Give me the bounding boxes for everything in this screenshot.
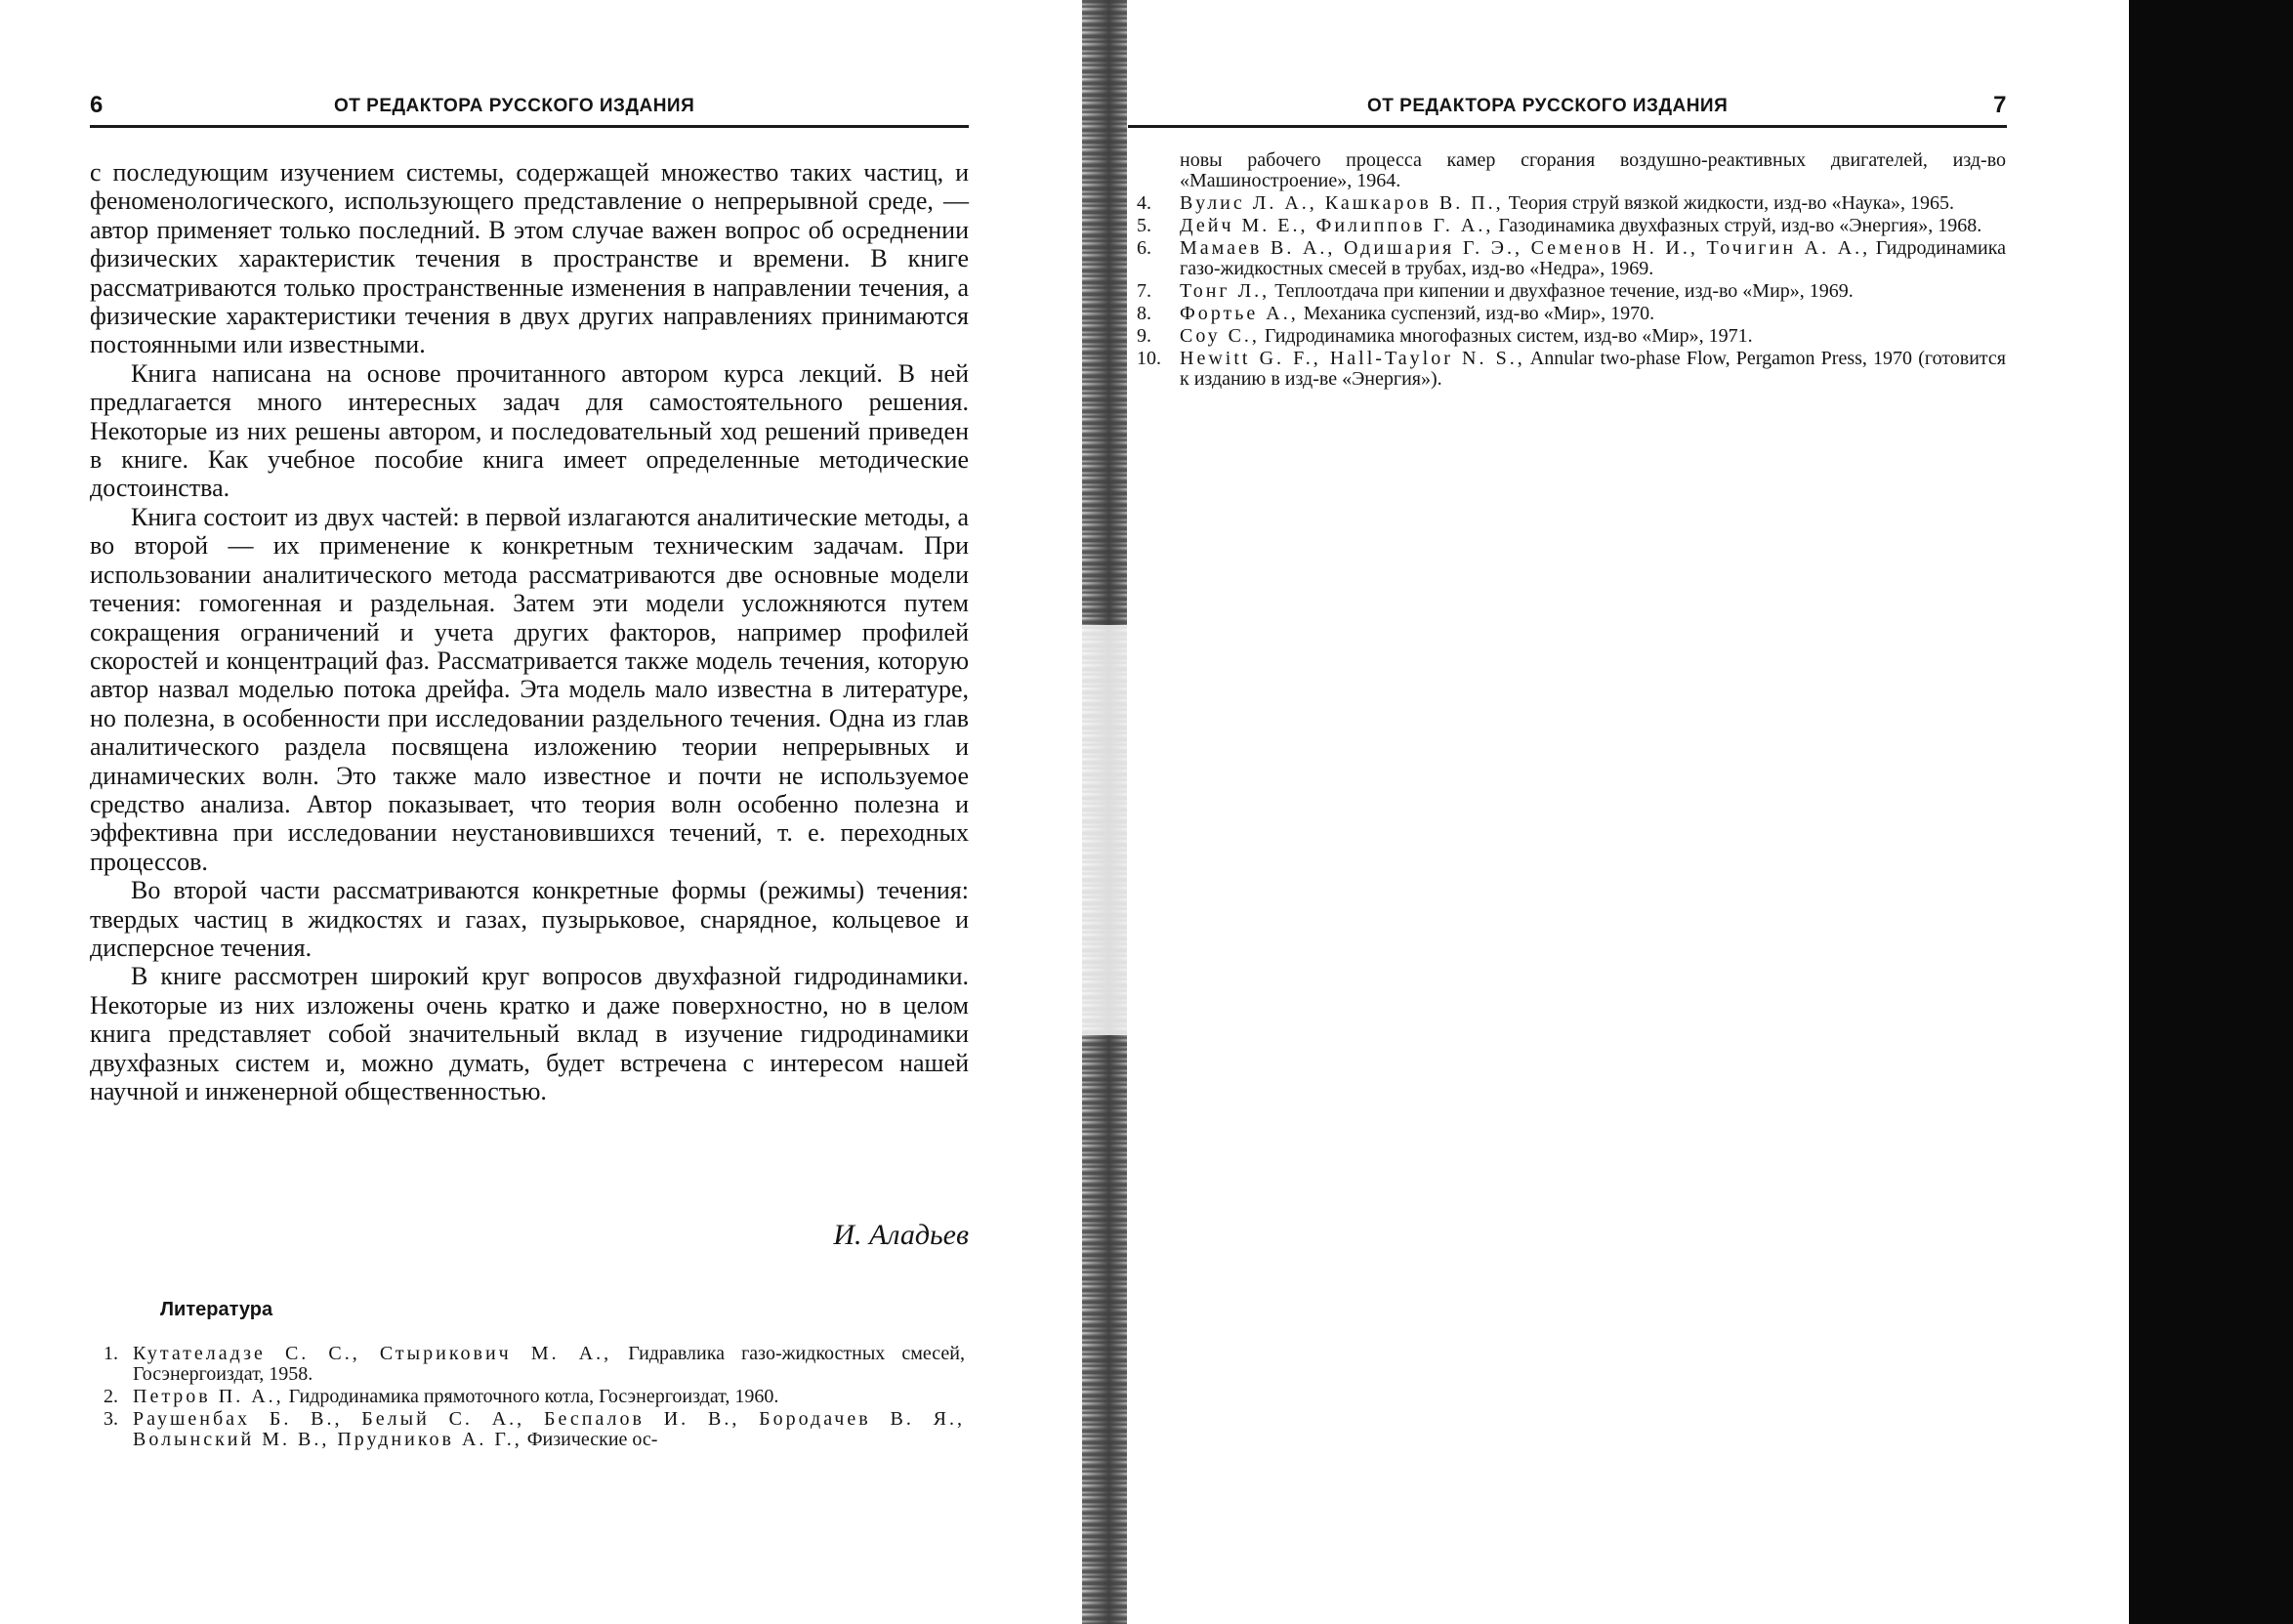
gutter-light-area	[1074, 625, 1143, 1035]
reference-title: Механика суспензий, изд-во «Мир», 1970.	[1298, 303, 1655, 324]
reference-authors: Петров П. А.,	[133, 1386, 284, 1407]
references-heading: Литература	[160, 1299, 273, 1320]
reference-authors: Соу С.,	[1180, 325, 1260, 347]
right-page-number: 7	[1993, 92, 2007, 118]
reference-number: 4.	[1137, 192, 1151, 214]
scan-black-edge	[2129, 0, 2293, 1624]
right-running-head	[1128, 92, 2007, 128]
reference-number: 2.	[104, 1386, 118, 1407]
reference-item	[104, 1387, 965, 1407]
editor-preface-text	[90, 158, 969, 1105]
reference-number: 3.	[104, 1408, 118, 1430]
reference-title: Annular two-phase Flow, Pergamon Press, 1970 (готовится к изданию в изд-ве «Энергия»).	[1180, 348, 2006, 390]
left-running-head	[90, 92, 969, 128]
right-running-title: ОТ РЕДАКТОРА РУССКОГО ИЗДАНИЯ	[1367, 96, 1729, 116]
reference-number: 6.	[1137, 237, 1151, 259]
references-list-left	[104, 1344, 965, 1452]
reference-title: Теплоотдача при кипении и двухфазное течение, изд-во «Мир», 1969.	[1270, 280, 1854, 302]
reference-number: 5.	[1137, 215, 1151, 236]
reference-authors: Тонг Л.,	[1180, 280, 1271, 302]
reference-number: 7.	[1137, 280, 1151, 302]
reference-item	[1137, 349, 2006, 390]
reference-authors: Hewitt G. F., Hall-Taylor N. S.,	[1180, 348, 1525, 369]
paragraph: Книга написана на основе прочитанного автором курса лекций. В ней предлагается много интересных задач для самостоятельного решения. Некоторые из них решены автором, и последовательный ход решений приведен в книге. Как учебное пособие книга имеет определенные методические достоинства.	[90, 358, 969, 503]
paragraph: Книга состоит из двух частей: в первой излагаются аналитические методы, а во второй — их применение к конкретным техническим задачам. При использовании аналитического метода рассматриваются две основные модели течения: гомогенная и раздельная. Затем эти модели усложняются путем сокращения ограничений и учета других факторов, например профилей скоростей и концентраций фаз. Рассматривается также модель течения, которую автор назвал моделью потока дрейфа. Эта модель мало известна в литературе, но полезна, в особенности при исследовании раздельного течения. Одна из глав аналитического раздела посвящена изложению теории непрерывных и динамических волн. Это также мало известное и почти не используемое средство анализа. Автор показывает, что теория волн особенно полезна и эффективна при исследовании неустановившихся течений, т. е. переходных процессов.	[90, 502, 969, 876]
reference-item	[1137, 238, 2006, 279]
reference-authors: Мамаев В. А., Одишария Г. Э., Семенов Н. И., Точигин А. А.,	[1180, 237, 1871, 259]
reference-item	[104, 1344, 965, 1385]
reference-item	[1137, 216, 2006, 236]
reference-item	[1137, 304, 2006, 324]
reference-title: Газодинамика двухфазных струй, изд-во «Энергия», 1968.	[1493, 215, 1982, 236]
left-page-number: 6	[90, 92, 104, 118]
editor-signature: И. Аладьев	[833, 1219, 969, 1251]
reference-authors: Фортье А.,	[1180, 303, 1299, 324]
reference-item	[1137, 326, 2006, 347]
reference-title: Гидродинамика многофазных систем, изд-во «Мир», 1971.	[1259, 325, 1753, 347]
paragraph: В книге рассмотрен широкий круг вопросов двухфазной гидродинамики. Некоторые из них изложены очень кратко и даже поверхностно, но в целом книга представляет собой значительный вклад в изучение гидродинамики двухфазных систем и, можно думать, будет встречена с интересом нашей научной и инженерной общественностью.	[90, 962, 969, 1105]
paragraph: с последующим изучением системы, содержащей множество таких частиц, и феноменологического, использующего представление о непрерывной среде, — автор применяет только последний. В этом случае важен вопрос об осреднении физических характеристик течения в пространстве и времени. В книге рассматриваются только пространственные изменения в направлении течения, а физические характеристики течения в двух других направлениях принимаются постоянными или известными.	[90, 158, 969, 359]
reference-authors: Дейч М. Е., Филиппов Г. А.,	[1180, 215, 1494, 236]
reference-number: 8.	[1137, 303, 1151, 324]
reference-item	[1137, 193, 2006, 214]
reference-number: 9.	[1137, 325, 1151, 347]
reference-number: 10.	[1137, 348, 1161, 369]
reference-item	[1137, 281, 2006, 302]
reference-title: Физические ос-	[521, 1429, 658, 1450]
reference-item	[104, 1409, 965, 1450]
reference-authors: Раушенбах Б. В., Белый С. А., Беспалов И. В., Бородачев В. Я., Волынский М. В., Прудников А. Г.,	[133, 1408, 965, 1450]
reference-authors: Кутателадзе С. С., Стырикович М. А.,	[133, 1343, 612, 1364]
reference-title: Гидравлика газо-жидкостных смесей, Госэнергоиздат, 1958.	[133, 1343, 965, 1385]
left-running-title: ОТ РЕДАКТОРА РУССКОГО ИЗДАНИЯ	[334, 96, 695, 116]
reference-number: 1.	[104, 1343, 118, 1364]
reference-authors: Вулис Л. А., Кашкаров В. П.,	[1180, 192, 1504, 214]
reference-title: Гидродинамика газо-жидкостных смесей в трубах, изд-во «Недра», 1969.	[1180, 237, 2007, 279]
reference-continuation: новы рабочего процесса камер сгорания воздушно-реактивных двигателей, изд-во «Машиностроение», 1964.	[1180, 149, 2006, 191]
reference-title: Теория струй вязкой жидкости, изд-во «Наука», 1965.	[1503, 192, 1955, 214]
references-list-right	[1137, 150, 2006, 392]
paragraph: Во второй части рассматриваются конкретные формы (режимы) течения: твердых частиц в жидкостях и газах, пузырьковое, снарядное, кольцевое и дисперсное течения.	[90, 876, 969, 962]
reference-title: Гидродинамика прямоточного котла, Госэнергоиздат, 1960.	[283, 1386, 779, 1407]
